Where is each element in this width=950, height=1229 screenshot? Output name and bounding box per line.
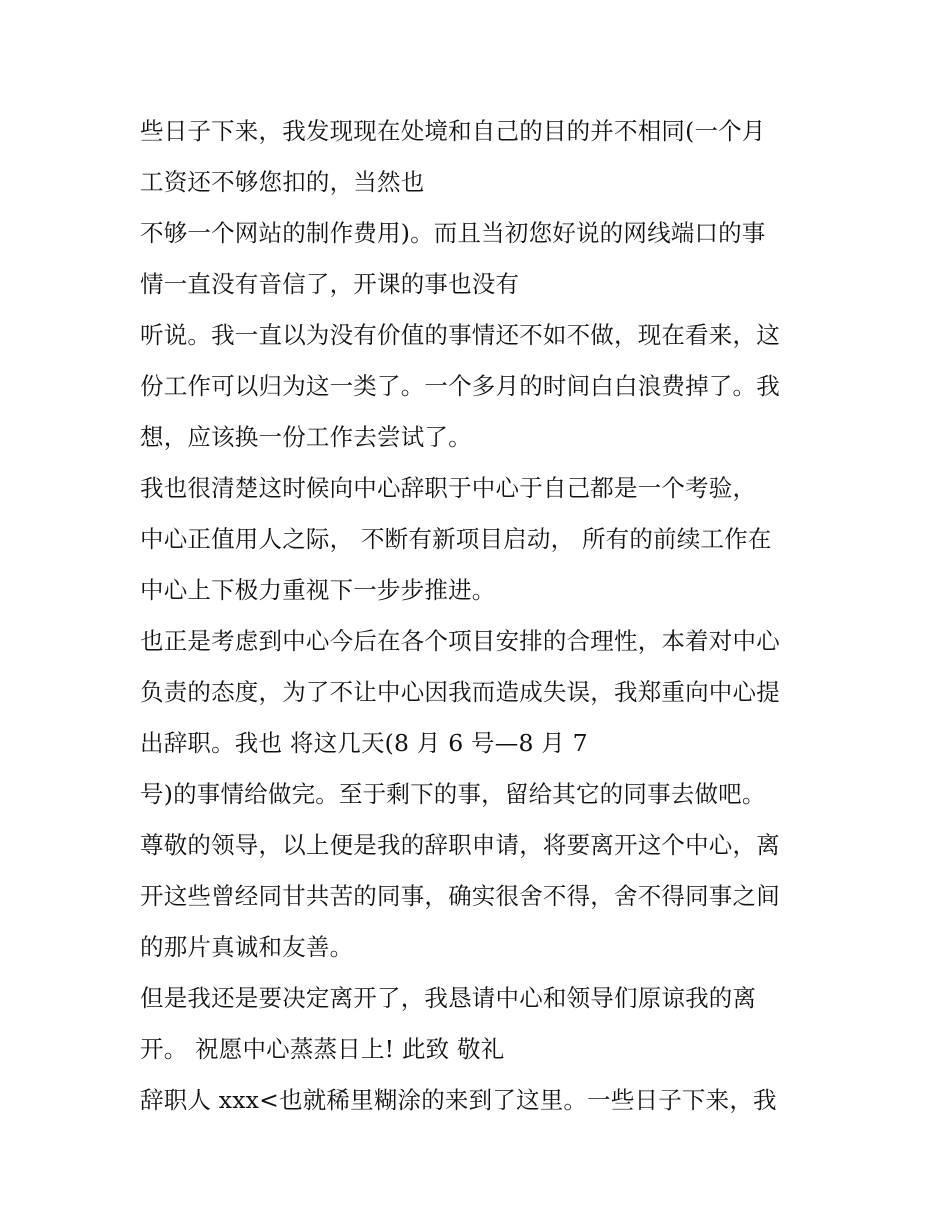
text-line: 些日子下来，我发现现在处境和自己的目的并不相同(一个月 [140, 117, 766, 145]
text-line: 号)的事情给做完。至于剩下的事，留给其它的同事去做吧。 [140, 780, 766, 808]
document-body [140, 106, 840, 1126]
text-line: 工资还不够您扣的，当然也 [140, 168, 425, 196]
text-line: 中心上下极力重视下一步步推进。 [140, 576, 496, 604]
text-line: 份工作可以归为这一类了。一个多月的时间白白浪费掉了。我 [140, 372, 780, 400]
text-line: 但是我还是要决定离开了，我恳请中心和领导们原谅我的离 [140, 984, 757, 1012]
text-line: 出辞职。我也 将这几天(8 月 6 号—8 月 7 [140, 729, 588, 757]
text-line: 也正是考虑到中心今后在各个项目安排的合理性，本着对中心 [140, 627, 780, 655]
text-line: 我也很清楚这时候向中心辞职于中心于自己都是一个考验， [140, 474, 757, 502]
text-line: 辞职人 xxx<也就稀里糊涂的来到了这里。一些日子下来，我 [140, 1086, 777, 1114]
text-line: 听说。我一直以为没有价值的事情还不如不做，现在看来，这 [140, 321, 780, 349]
text-line: 情一直没有音信了，开课的事也没有 [140, 270, 520, 298]
text-line: 开。 祝愿中心蒸蒸日上! 此致 敬礼 [140, 1035, 505, 1063]
text-line: 想，应该换一份工作去尝试了。 [140, 423, 472, 451]
text-line: 开这些曾经同甘共苦的同事，确实很舍不得，舍不得同事之间 [140, 882, 780, 910]
text-line: 不够一个网站的制作费用)。而且当初您好说的网线端口的事 [140, 219, 766, 247]
text-line: 中心正值用人之际， 不断有新项目启动， 所有的前续工作在 [140, 525, 772, 553]
text-line: 的那片真诚和友善。 [140, 933, 354, 961]
text-line: 尊敬的领导，以上便是我的辞职申请，将要离开这个中心，离 [140, 831, 780, 859]
text-line: 负责的态度，为了不让中心因我而造成失误，我郑重向中心提 [140, 678, 780, 706]
